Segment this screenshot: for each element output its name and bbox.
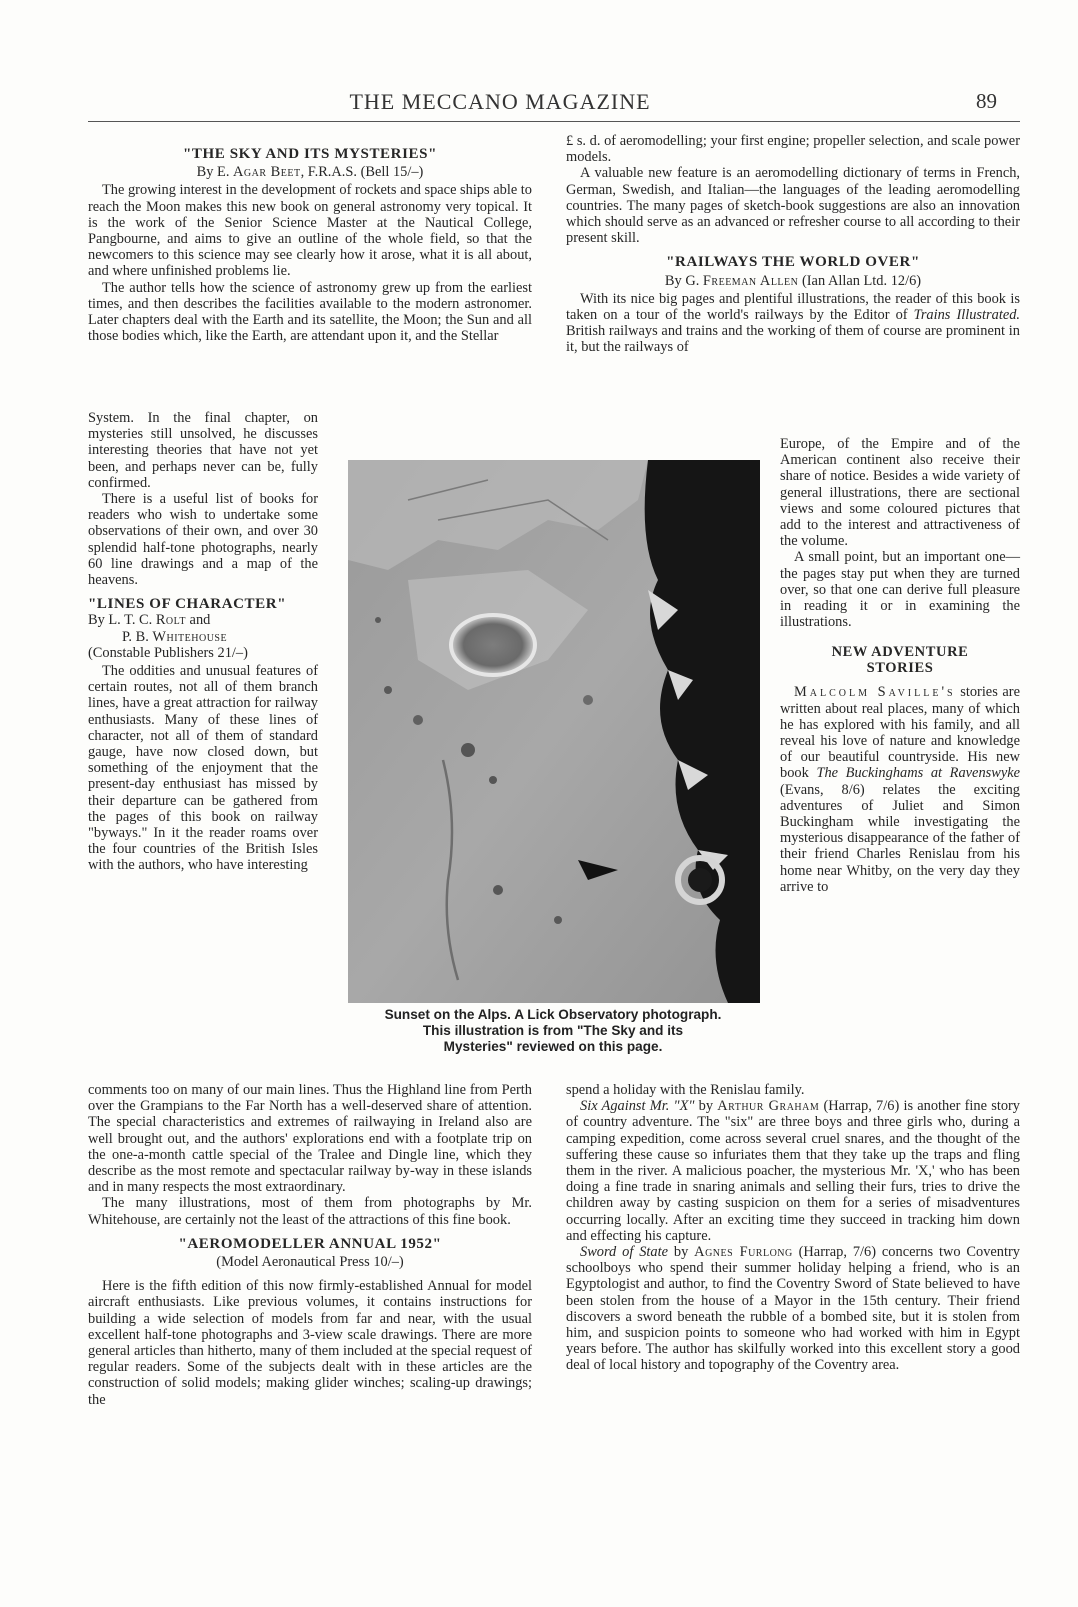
railways-paragraph-1: With its nice big pages and plentiful illustrations, the reader of this book is taken on a tour of the world's railways by the Editor of Trains Illustrated. British railways and trains and the working of them of course are prominent in it, but the railways of xyxy=(566,290,1021,356)
page-number: 89 xyxy=(976,89,997,113)
moon-photograph xyxy=(348,460,760,1003)
adventure-paragraph-1c: spend a holiday with the Renislau family. xyxy=(566,1082,805,1098)
adventure-paragraph-1a: Malcolm Saville's stories are written about real places, many of which he has explored with his family, and all reveal his love of nature and knowledge of our beautiful countryside. His new book The Buckinghams at Ravenswyke (Evans, 8/6) relates the exciting adventures of Juliet and Simon Buckingham while investigating the mysterious disappearance of the father of their friend Charles Renislau from his home near Whitby, on the very day they arrive to xyxy=(780,684,1020,895)
railways-paragraph-1-wrap: Europe, of the Empire and of the American continent also receive their share of notice. Besides a wide variety of general illustrations, there are sectional views and some coloured pictures that add to the interest and attractiveness of the volume. xyxy=(780,436,1020,550)
sky-review-top xyxy=(88,146,532,344)
lines-paragraph-2: The many illustrations, most of them from photographs by Mr. Whitehouse, are certainly not the least of the attractions of this fine book. xyxy=(88,1195,532,1228)
right-top-column xyxy=(566,133,1020,356)
railways-paragraph-2: A small point, but an important one—the pages stay put when they are turned over, so that one can derive full pleasure in reading it or in examining the illustrations. xyxy=(780,549,1020,631)
sky-paragraph-2a: The author tells how the science of astronomy grew up from the earliest times, and then describes the facilities available to the modern astronomer. Later chapters deal with the Earth and its satellite, the Moon; the Sun and all those bodies which, like the Earth, are attendant upon it, and the Stellar xyxy=(88,279,532,345)
aero-publisher: (Model Aeronautical Press 10/–) xyxy=(216,1254,404,1271)
adventure-title: NEW ADVENTURE STORIES xyxy=(831,644,969,677)
photo-caption: Sunset on the Alps. A Lick Observatory photograph. This illustration is from "The Sky and its Mysteries" reviewed on this page. xyxy=(384,1007,722,1054)
sky-byline: By E. Agar Beet, F.R.A.S. (Bell 15/–) xyxy=(196,164,424,181)
adventure-paragraph-2: Six Against Mr. "X" by Arthur Graham (Harrap, 7/6) is another fine story of country adventure. The "six" are three boys and three girls who, during a camping expedition, come across several cruel snares, and the thought of the suffering these cause so infuriates them that they take up the traps and fling them in the river. A malicious poacher, the mysterious Mr. 'X,' who has been doing a fine trade in snaring animals and selling their furs, tries to drive the children away by casting suspicion on them for a series of misadventures occurring locally. After an exciting time they succeed in tracking him down and effecting his capture. xyxy=(566,1098,1020,1244)
lines-title: "LINES OF CHARACTER" xyxy=(88,596,287,613)
left-narrow-column xyxy=(88,410,318,874)
lines-byline-1: By L. T. C. Rolt and xyxy=(88,612,211,629)
right-narrow-column xyxy=(780,436,1020,895)
right-bottom-column xyxy=(566,1082,1020,1374)
railways-byline: By G. Freeman Allen (Ian Allan Ltd. 12/6) xyxy=(664,272,922,289)
aero-paragraph-1: Here is the fifth edition of this now firmly-established Annual for model aircraft enthusiasts. Like previous volumes, it contains instructions for building a wide selection of models from far and near, with the usual excellent half-tone photographs and 3-view scale drawings. There are more general articles than hitherto, many of them included at the special request of regular readers. Some of the subjects dealt with in these articles are the construction of solid models; making glider winches; scaling-up drawings; the xyxy=(88,1278,532,1408)
sky-paragraph-3: There is a useful list of books for readers who wish to undertake some observations of their own, and over 30 splendid half-tone photographs, nearly 60 line drawings and a map of the heavens. xyxy=(88,491,318,589)
lines-publisher: (Constable Publishers 21/–) xyxy=(88,644,248,661)
adventure-paragraph-3: Sword of State by Agnes Furlong (Harrap, 7/6) concerns two Coventry schoolboys who spend their summer holiday helping a friend, who is an Egyptologist and author, to find the Coventry Sword of State believed to have been stolen from the house of a Mayor in the 15th century. Their friend discovers a sword beneath the rubble of a bombed site, but it is stolen from him, and suspicion points to someone who had worked with him in Egypt years before. The author has skilfully worked into this excellent story a good deal of local history and topography of the Coventry area. xyxy=(566,1244,1020,1374)
aero-paragraph-3: A valuable new feature is an aeromodelling dictionary of terms in French, German, Swedish, and Italian—the languages of the leading aeromodelling countries. The many pages of sketch-book suggestions are also an innovation which should serve as an advanced or refresher course to all according to their present skill. xyxy=(566,165,1020,247)
moon-surface-image xyxy=(348,460,760,1003)
aero-title: "AEROMODELLER ANNUAL 1952" xyxy=(178,1235,442,1252)
magazine-title: THE MECCANO MAGAZINE xyxy=(349,89,651,114)
lines-byline-2: P. B. Whitehouse xyxy=(122,628,228,645)
lines-paragraph-1b: comments too on many of our main lines. Thus the Highland line from Perth over the Grampians to the Far North has a well-deserved share of attention. The special characteristics and extremes of railwaying in Ireland also are well brought out, and the authors' explorations end with a footplate trip on the one-a-month cattle special of the Tralee and Dingle line, which they describe as the most remote and spectacular railway by-way in these islands and in many respects the most extraordinary. xyxy=(88,1082,532,1196)
left-bottom-column xyxy=(88,1082,532,1408)
sky-paragraph-2b: System. In the final chapter, on mysteries still unsolved, he discusses interesting theories that have not yet been, and perhaps never can be, fully confirmed. xyxy=(88,410,318,491)
sky-paragraph-1: The growing interest in the development of rockets and space ships able to reach the Moon makes this new book on general astronomy very topical. It is the work of the Senior Science Master at the Nautical College, Pangbourne, and aims to give an outline of the whole field, so that the newcomers to this science may see clearly how it arose, what it is all about, and where unfinished problems lie. xyxy=(88,182,532,280)
aero-paragraph-2: £ s. d. of aeromodelling; your first engine; propeller selection, and scale power models. xyxy=(566,133,1020,166)
header-rule xyxy=(88,121,1020,122)
lines-paragraph-1a: The oddities and unusual features of certain routes, not all of them branch lines, have a great attraction for railway enthusiasts. Many of these lines of character, not all of them of standard gauge, have now closed down, but something of the enjoyment that the present-day enthusiast has missed by their departure can be gathered from the pages of this book on railway "byways." In it the reader roams over the four countries of the British Isles with the authors, who have interesting xyxy=(88,663,318,874)
sky-title: "THE SKY AND ITS MYSTERIES" xyxy=(182,146,438,162)
railways-title: "RAILWAYS THE WORLD OVER" xyxy=(666,254,920,271)
